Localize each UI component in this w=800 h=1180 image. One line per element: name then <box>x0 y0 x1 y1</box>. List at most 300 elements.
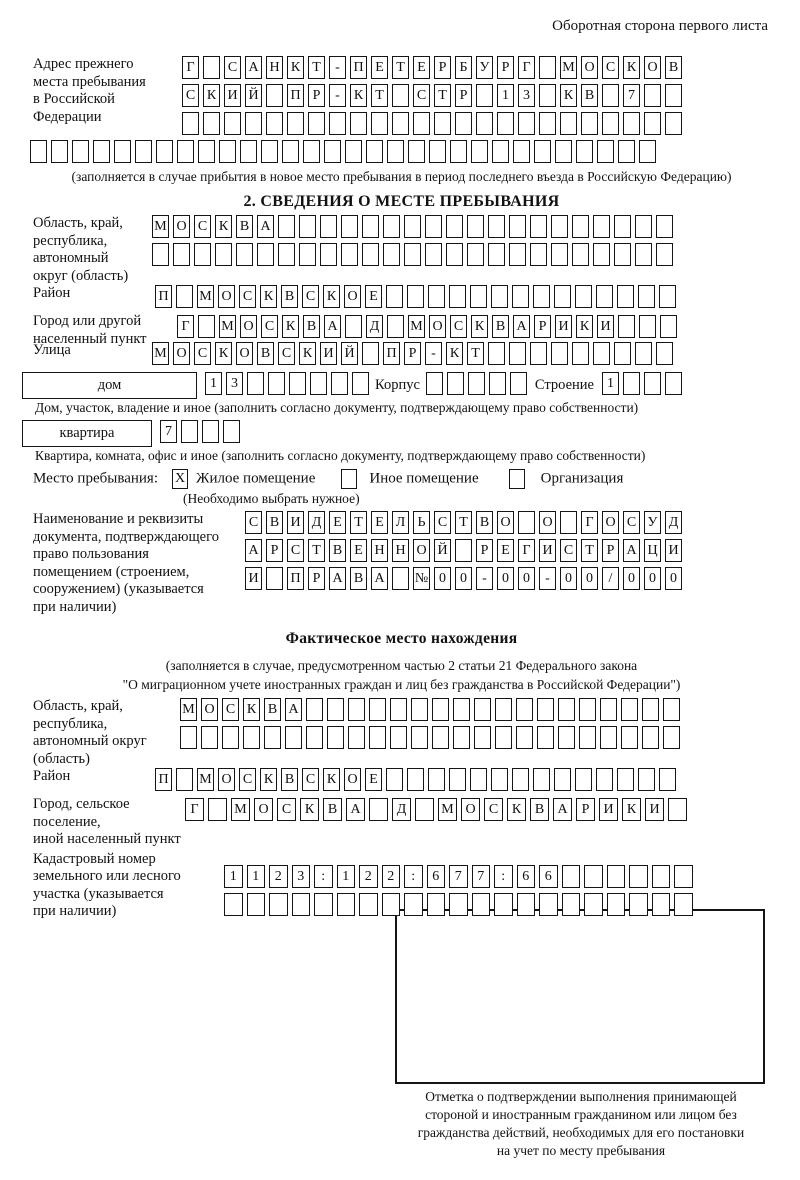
char-cell: Н <box>371 539 388 562</box>
char-cell <box>408 140 425 163</box>
char-cell <box>371 112 388 135</box>
char-cell <box>386 285 403 308</box>
char-cell: М <box>231 798 250 821</box>
char-cell <box>576 140 593 163</box>
char-cell <box>359 893 378 916</box>
prev-address-block <box>33 56 770 140</box>
kvartira-row <box>22 420 770 447</box>
kadastr-block <box>33 851 770 921</box>
char-cell <box>656 243 673 266</box>
checkbox-inoe <box>341 469 357 489</box>
fact-oblast-row-2 <box>180 726 684 754</box>
char-cell <box>674 893 693 916</box>
gorod-row <box>177 315 681 343</box>
char-cell: А <box>371 567 388 590</box>
char-cell <box>308 112 325 135</box>
char-cell <box>572 215 589 238</box>
option-organizatsiya-label: Организация <box>540 470 624 487</box>
char-cell: 0 <box>434 567 451 590</box>
char-cell <box>597 140 614 163</box>
char-cell: С <box>434 511 451 534</box>
char-cell: К <box>323 768 340 791</box>
char-cell: П <box>287 84 304 107</box>
char-cell <box>665 372 682 395</box>
char-cell <box>642 698 659 721</box>
char-cell: 0 <box>581 567 598 590</box>
char-cell: 7 <box>160 420 177 443</box>
stroenie-cells <box>602 372 686 389</box>
char-cell: № <box>413 567 430 590</box>
char-cell: О <box>201 698 218 721</box>
char-cell: Н <box>392 539 409 562</box>
fact-oblast-grid <box>180 698 684 754</box>
char-cell <box>278 243 295 266</box>
char-cell <box>581 112 598 135</box>
char-cell: 0 <box>497 567 514 590</box>
char-cell <box>432 726 449 749</box>
char-cell <box>320 243 337 266</box>
char-cell: И <box>287 511 304 534</box>
char-cell <box>644 84 661 107</box>
char-cell <box>593 243 610 266</box>
char-cell <box>383 215 400 238</box>
option-zhiloe-label: Жилое помещение <box>196 470 316 487</box>
char-cell <box>652 865 671 888</box>
char-cell <box>467 215 484 238</box>
char-cell: С <box>623 511 640 534</box>
oblast-row-2 <box>152 243 677 271</box>
char-cell <box>299 215 316 238</box>
char-cell <box>554 285 571 308</box>
char-cell: К <box>287 56 304 79</box>
char-cell <box>539 112 556 135</box>
char-cell <box>202 420 219 443</box>
char-cell <box>635 342 652 365</box>
char-cell <box>495 726 512 749</box>
char-cell: 6 <box>539 865 558 888</box>
char-cell: А <box>553 798 572 821</box>
char-cell <box>530 215 547 238</box>
char-cell: В <box>303 315 320 338</box>
fact-gorod-block <box>33 796 770 849</box>
char-cell: С <box>302 768 319 791</box>
char-cell <box>382 893 401 916</box>
char-cell <box>537 726 554 749</box>
char-cell: Т <box>308 56 325 79</box>
prev-address-grid <box>182 56 686 140</box>
char-cell <box>518 511 535 534</box>
char-cell <box>426 372 443 395</box>
char-cell <box>299 243 316 266</box>
char-cell <box>600 726 617 749</box>
char-cell <box>362 342 379 365</box>
char-cell: С <box>277 798 296 821</box>
char-cell <box>114 140 131 163</box>
char-cell <box>665 84 682 107</box>
char-cell: 6 <box>427 865 446 888</box>
char-cell: Т <box>371 84 388 107</box>
char-cell <box>621 726 638 749</box>
char-cell <box>303 140 320 163</box>
label-line: республика, <box>33 232 108 249</box>
char-cell <box>173 243 190 266</box>
char-cell <box>584 893 603 916</box>
char-cell <box>470 768 487 791</box>
fact-raion-label: Район <box>33 768 71 784</box>
char-cell <box>314 893 333 916</box>
back-side-note: Оборотная сторона первого листа <box>552 18 768 34</box>
char-cell <box>306 726 323 749</box>
char-cell <box>247 372 264 395</box>
char-cell: Г <box>177 315 194 338</box>
char-cell: К <box>243 698 260 721</box>
char-cell <box>560 511 577 534</box>
char-cell: А <box>245 56 262 79</box>
char-cell: И <box>245 567 262 590</box>
char-cell <box>551 215 568 238</box>
char-cell: 0 <box>518 567 535 590</box>
char-cell <box>617 768 634 791</box>
oblast-row-1 <box>152 215 677 243</box>
label-line: стороной и иностранным гражданином или лицом без <box>425 1106 737 1122</box>
char-cell: К <box>260 768 277 791</box>
char-cell: Е <box>371 56 388 79</box>
char-cell <box>383 243 400 266</box>
char-cell <box>453 726 470 749</box>
char-cell <box>432 698 449 721</box>
char-cell <box>369 698 386 721</box>
char-cell <box>614 342 631 365</box>
label-line: Город, сельское поселение, <box>33 796 130 830</box>
char-cell: М <box>180 698 197 721</box>
char-cell: О <box>413 539 430 562</box>
stamp-note <box>351 1088 800 1160</box>
char-cell <box>623 372 640 395</box>
char-cell: К <box>471 315 488 338</box>
char-cell: С <box>239 285 256 308</box>
char-cell <box>341 243 358 266</box>
fact-note <box>33 656 770 694</box>
char-cell <box>240 140 257 163</box>
char-cell: Д <box>392 798 411 821</box>
char-cell <box>600 698 617 721</box>
char-cell <box>257 243 274 266</box>
char-cell <box>551 342 568 365</box>
char-cell <box>366 140 383 163</box>
char-cell <box>455 112 472 135</box>
char-cell <box>392 567 409 590</box>
dom-cells <box>205 372 373 389</box>
char-cell: С <box>245 511 262 534</box>
char-cell: К <box>350 84 367 107</box>
char-cell <box>617 285 634 308</box>
char-cell: К <box>203 84 220 107</box>
char-cell: С <box>484 798 503 821</box>
char-cell <box>596 285 613 308</box>
char-cell: В <box>264 698 281 721</box>
char-cell: - <box>329 84 346 107</box>
char-cell: Д <box>308 511 325 534</box>
char-cell <box>269 893 288 916</box>
char-cell <box>203 112 220 135</box>
char-cell <box>638 768 655 791</box>
char-cell: 7 <box>449 865 468 888</box>
char-cell <box>198 140 215 163</box>
char-cell <box>243 726 260 749</box>
char-cell <box>390 698 407 721</box>
char-cell <box>135 140 152 163</box>
label-line: иной населенный пункт <box>33 831 181 847</box>
char-cell <box>555 140 572 163</box>
char-cell: И <box>597 315 614 338</box>
char-cell: И <box>224 84 241 107</box>
char-cell <box>639 315 656 338</box>
char-cell <box>635 243 652 266</box>
stroenie-label: Строение <box>534 377 594 393</box>
char-cell <box>554 768 571 791</box>
char-cell: Р <box>534 315 551 338</box>
char-cell: С <box>261 315 278 338</box>
fact-raion-block <box>33 768 770 796</box>
char-cell <box>509 342 526 365</box>
label-line: Наименование и реквизиты <box>33 511 204 527</box>
place-type-row <box>33 469 770 489</box>
char-cell <box>201 726 218 749</box>
char-cell <box>639 140 656 163</box>
label-line: автономный <box>33 250 109 266</box>
label-line: места пребывания <box>33 73 146 90</box>
char-cell: М <box>408 315 425 338</box>
char-cell <box>278 215 295 238</box>
kadastr-row-1 <box>224 865 697 893</box>
char-cell: В <box>665 56 682 79</box>
char-cell <box>467 243 484 266</box>
char-cell: Р <box>308 567 325 590</box>
char-cell: С <box>224 56 241 79</box>
raion-block <box>33 285 770 313</box>
label-line: округ (область) <box>33 267 129 284</box>
char-cell <box>428 768 445 791</box>
char-cell: Р <box>434 56 451 79</box>
prev-address-row-4 <box>30 140 770 168</box>
char-cell <box>618 140 635 163</box>
label-line: населенный пункт <box>33 330 147 347</box>
char-cell <box>602 84 619 107</box>
char-cell: Т <box>455 511 472 534</box>
char-cell: И <box>645 798 664 821</box>
char-cell <box>177 140 194 163</box>
char-cell <box>665 112 682 135</box>
char-cell: Е <box>497 539 514 562</box>
char-cell <box>474 698 491 721</box>
char-cell <box>425 215 442 238</box>
char-cell <box>488 243 505 266</box>
char-cell: Р <box>497 56 514 79</box>
char-cell: Ц <box>644 539 661 562</box>
char-cell <box>516 698 533 721</box>
char-cell <box>329 112 346 135</box>
option-inoe-label: Иное помещение <box>369 470 479 487</box>
char-cell <box>198 315 215 338</box>
char-cell <box>539 84 556 107</box>
char-cell <box>593 342 610 365</box>
char-cell: Т <box>350 511 367 534</box>
char-cell <box>247 893 266 916</box>
char-cell: К <box>215 215 232 238</box>
char-cell: Е <box>365 768 382 791</box>
char-cell: К <box>260 285 277 308</box>
char-cell <box>306 698 323 721</box>
fact-oblast-row-1 <box>180 698 684 726</box>
char-cell <box>348 726 365 749</box>
place-type-label: Место пребывания: <box>33 470 158 487</box>
char-cell <box>629 865 648 888</box>
prev-address-label <box>33 56 182 126</box>
char-cell <box>518 112 535 135</box>
char-cell: В <box>350 567 367 590</box>
label-line: (область) <box>33 750 90 767</box>
char-cell: О <box>236 342 253 365</box>
char-cell <box>513 140 530 163</box>
doc-grid <box>245 511 686 595</box>
char-cell <box>674 865 693 888</box>
char-cell: М <box>219 315 236 338</box>
label-line: Федерации <box>33 108 102 125</box>
char-cell: К <box>576 315 593 338</box>
fact-gorod-label <box>33 796 185 849</box>
char-cell <box>572 342 589 365</box>
char-cell: М <box>197 285 214 308</box>
char-cell <box>470 285 487 308</box>
char-cell <box>614 243 631 266</box>
label-line: документа, подтверждающего <box>33 528 219 545</box>
char-cell: Р <box>476 539 493 562</box>
char-cell: Р <box>404 342 421 365</box>
char-cell <box>429 140 446 163</box>
char-cell <box>369 798 388 821</box>
char-cell <box>495 698 512 721</box>
char-cell <box>268 372 285 395</box>
char-cell <box>558 726 575 749</box>
kadastr-grid <box>224 851 697 921</box>
char-cell <box>404 243 421 266</box>
char-cell: Р <box>308 84 325 107</box>
char-cell <box>652 893 671 916</box>
label-line: Кадастровый номер <box>33 850 156 867</box>
char-cell <box>562 893 581 916</box>
char-cell: И <box>665 539 682 562</box>
char-cell: С <box>302 285 319 308</box>
char-cell <box>539 56 556 79</box>
char-cell: 2 <box>269 865 288 888</box>
fact-oblast-label <box>33 698 180 768</box>
char-cell: А <box>257 215 274 238</box>
char-cell: С <box>287 539 304 562</box>
char-cell <box>497 112 514 135</box>
prev-address-note: (заполняется в случае прибытия в новое место пребывания в период последнего въезда в Российскую Федерацию) <box>71 169 732 184</box>
char-cell: И <box>320 342 337 365</box>
char-cell <box>51 140 68 163</box>
char-cell <box>533 285 550 308</box>
char-cell: С <box>194 342 211 365</box>
char-cell: И <box>599 798 618 821</box>
char-cell: Б <box>455 56 472 79</box>
char-cell <box>551 243 568 266</box>
char-cell <box>510 372 527 395</box>
char-cell: К <box>560 84 577 107</box>
char-cell: 1 <box>205 372 222 395</box>
char-cell <box>404 215 421 238</box>
char-cell: Й <box>341 342 358 365</box>
char-cell <box>572 243 589 266</box>
char-cell: Й <box>245 84 262 107</box>
char-cell <box>219 140 236 163</box>
label-line: гражданства действий, необходимых для его постановки <box>417 1124 745 1140</box>
char-cell <box>492 140 509 163</box>
char-cell: А <box>329 567 346 590</box>
char-cell: Г <box>518 56 535 79</box>
char-cell: О <box>218 285 235 308</box>
char-cell <box>656 215 673 238</box>
char-cell: : <box>494 865 513 888</box>
char-cell: М <box>560 56 577 79</box>
char-cell: 1 <box>602 372 619 395</box>
char-cell: 2 <box>359 865 378 888</box>
char-cell <box>579 726 596 749</box>
kadastr-label <box>33 851 224 921</box>
char-cell <box>614 215 631 238</box>
char-cell: П <box>287 567 304 590</box>
char-cell: П <box>155 285 172 308</box>
char-cell: Т <box>308 539 325 562</box>
char-cell: Д <box>665 511 682 534</box>
char-cell: 0 <box>560 567 577 590</box>
char-cell <box>660 315 677 338</box>
kadastr-row-2 <box>224 893 697 921</box>
char-cell: О <box>240 315 257 338</box>
char-cell <box>476 84 493 107</box>
char-cell: С <box>413 84 430 107</box>
char-cell <box>584 865 603 888</box>
char-cell: С <box>450 315 467 338</box>
char-cell: 0 <box>455 567 472 590</box>
char-cell: О <box>344 768 361 791</box>
dom-box-label: дом <box>22 372 197 399</box>
char-cell <box>386 768 403 791</box>
label-line: участка (указывается <box>33 885 164 902</box>
char-cell: В <box>266 511 283 534</box>
char-cell <box>282 140 299 163</box>
char-cell <box>656 342 673 365</box>
char-cell <box>264 726 281 749</box>
char-cell <box>236 243 253 266</box>
char-cell <box>327 698 344 721</box>
char-cell: Р <box>455 84 472 107</box>
char-cell: 1 <box>247 865 266 888</box>
korpus-cells <box>426 372 531 389</box>
char-cell <box>176 768 193 791</box>
char-cell <box>287 112 304 135</box>
ulitsa-label: Улица <box>33 342 71 358</box>
char-cell: А <box>285 698 302 721</box>
prev-address-row-3 <box>182 112 686 140</box>
char-cell <box>387 140 404 163</box>
char-cell: С <box>278 342 295 365</box>
char-cell <box>659 285 676 308</box>
char-cell: Ь <box>413 511 430 534</box>
char-cell: К <box>299 342 316 365</box>
char-cell <box>224 112 241 135</box>
